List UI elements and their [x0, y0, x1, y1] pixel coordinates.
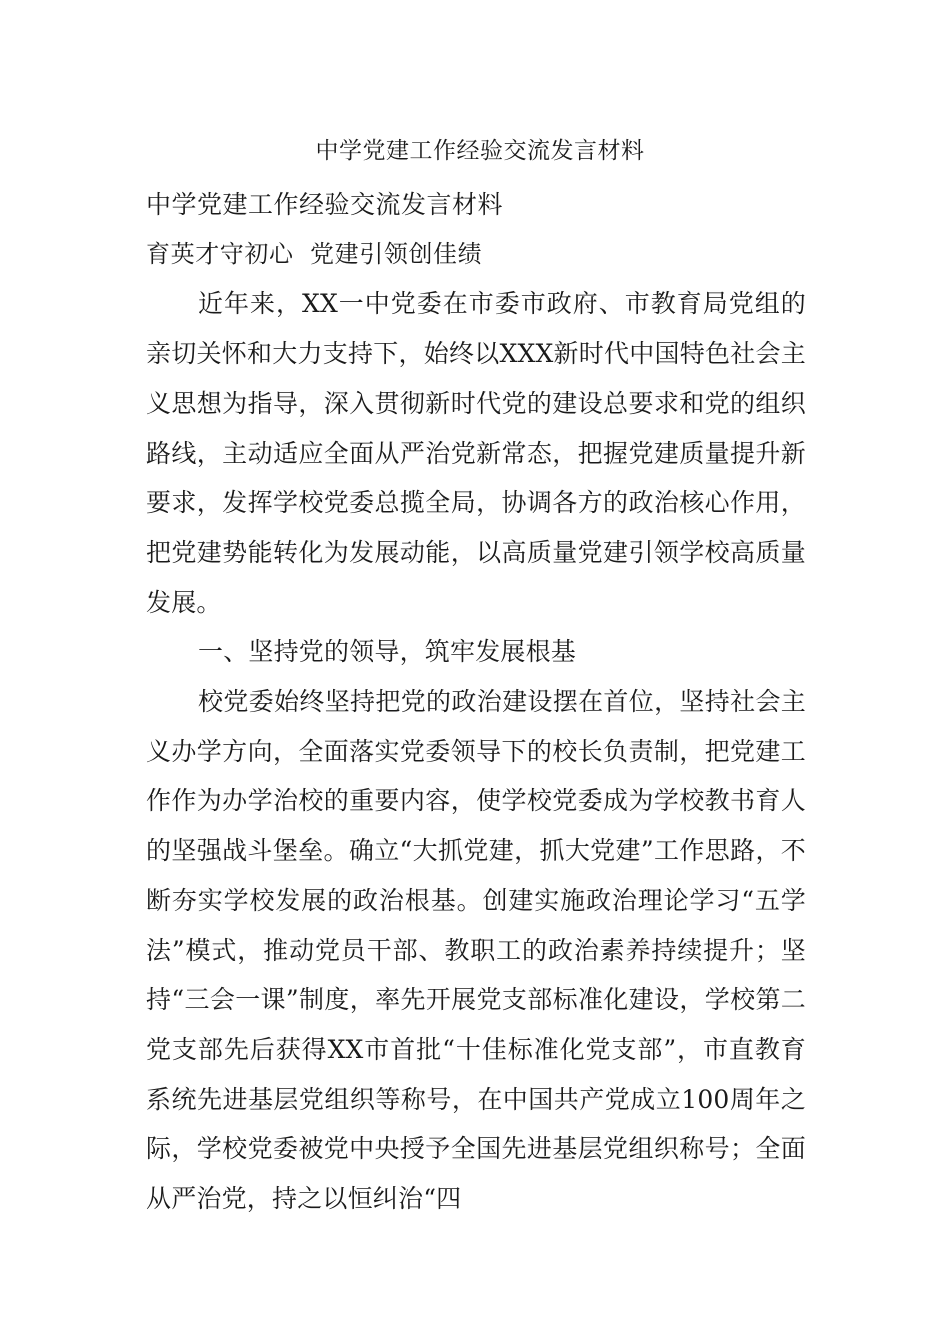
section-heading-1: 一、坚持党的领导，筑牢发展根基 [198, 637, 577, 667]
document-title: 中学党建工作经验交流发言材料 [315, 138, 645, 164]
paragraph-intro: 近年来，XX一中党委在市委市政府、市教育局党组的亲切关怀和大力支持下，始终以XXX新时代中国特色社会主义思想为指导，深入贯彻新时代党的建设总要求和党的组织路线，主动适应全面从严治党新常态，把握党建质量提升新要求，发挥学校党委总揽全局，协调各方的政治核心作用，把党建势能转化为发展动能，以高质量党建引领学校高质量发展。 [146, 289, 806, 617]
subtitle: 育英才守初心 党建引领创佳绩 [146, 239, 483, 268]
paragraph-section-1: 校党委始终坚持把党的政治建设摆在首位，坚持社会主义办学方向，全面落实党委领导下的校长负责制，把党建工作作为办学治校的重要内容，使学校党委成为学校教书育人的坚强战斗堡垒。确立“大抓党建，抓大党建”工作思路，不断夯实学校发展的政治根基。创建实施政治理论学习“五学法”模式，推动党员干部、教职工的政治素养持续提升；坚持“三会一课”制度，率先开展党支部标准化建设，学校第二党支部先后获得XX市首批“十佳标准化党支部”，市直教育系统先进基层党组织等称号，在中国共产党成立100周年之际，学校党委被党中央授予全国先进基层党组织称号；全面从严治党，持之以恒纠治“四 [146, 687, 806, 1214]
repeat-title: 中学党建工作经验交流发言材料 [146, 190, 504, 219]
document-body [146, 180, 806, 1224]
